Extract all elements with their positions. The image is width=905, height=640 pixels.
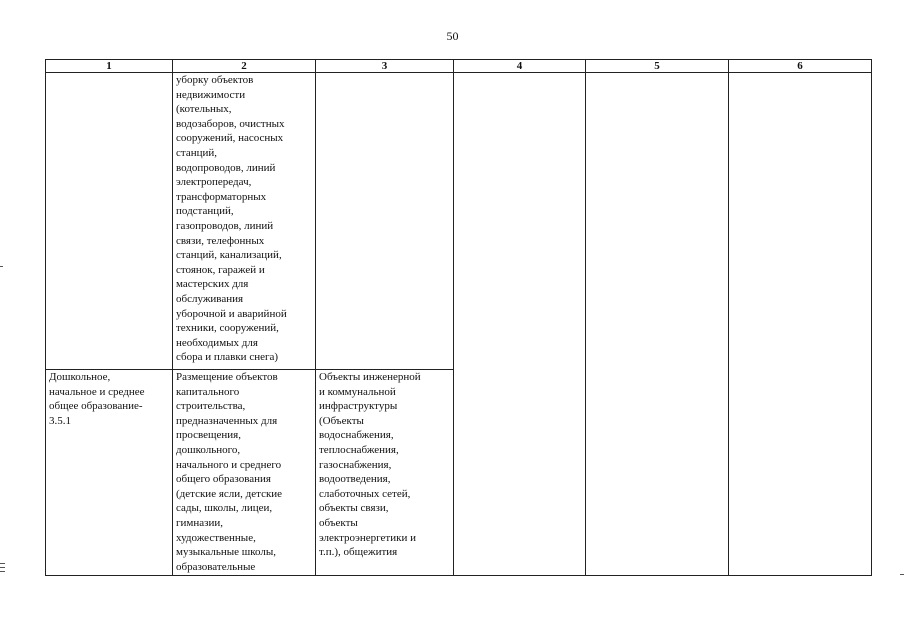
- margin-mark: [900, 574, 904, 575]
- table-cell-description: уборку объектов недвижимости (котельных, водозаборов, очистных сооружений, насосных станций, водопроводов, линий электропередач, трансформаторных подстанций, газопроводов, линий связи, телефонных станций, канализаций, стоянок, гаражей и мастерских для обслуживания уборочной и аварийной техники, сооружений, необходимых для сбора и плавки снега): [173, 73, 316, 370]
- margin-mark: [0, 266, 3, 267]
- column-header-4: 4: [454, 60, 586, 73]
- table-row: [46, 73, 872, 370]
- table-cell-col4: [454, 73, 586, 576]
- table-cell-auxiliary-use: Объекты инженерной и коммунальной инфраструктуры (Объекты водоснабжения, теплоснабжения, газоснабжения, водоотведения, слаботочных сетей, объекты связи, объекты электроэнергетики и т.п.), общежития: [316, 370, 454, 576]
- table-cell-col5: [586, 73, 729, 576]
- column-header-2: 2: [173, 60, 316, 73]
- margin-mark: [0, 571, 5, 572]
- margin-mark: [0, 567, 5, 568]
- table-cell-col6: [729, 73, 872, 576]
- column-header-3: 3: [316, 60, 454, 73]
- margin-mark: [0, 563, 5, 564]
- column-header-6: 6: [729, 60, 872, 73]
- column-header-1: 1: [46, 60, 173, 73]
- table-cell-use-type: [46, 73, 173, 370]
- table-cell-auxiliary-use: [316, 73, 454, 370]
- table-cell-use-type: Дошкольное, начальное и среднее общее образование- 3.5.1: [46, 370, 173, 576]
- page-number: 50: [446, 29, 459, 43]
- regulation-table: [45, 59, 872, 576]
- table-cell-description: Размещение объектов капитального строительства, предназначенных для просвещения, дошкольного, начального и среднего общего образования (детские ясли, детские сады, школы, лицеи, гимназии, художественные, музыкальные школы, образовательные: [173, 370, 316, 576]
- column-header-5: 5: [586, 60, 729, 73]
- table-header-row: [46, 60, 872, 73]
